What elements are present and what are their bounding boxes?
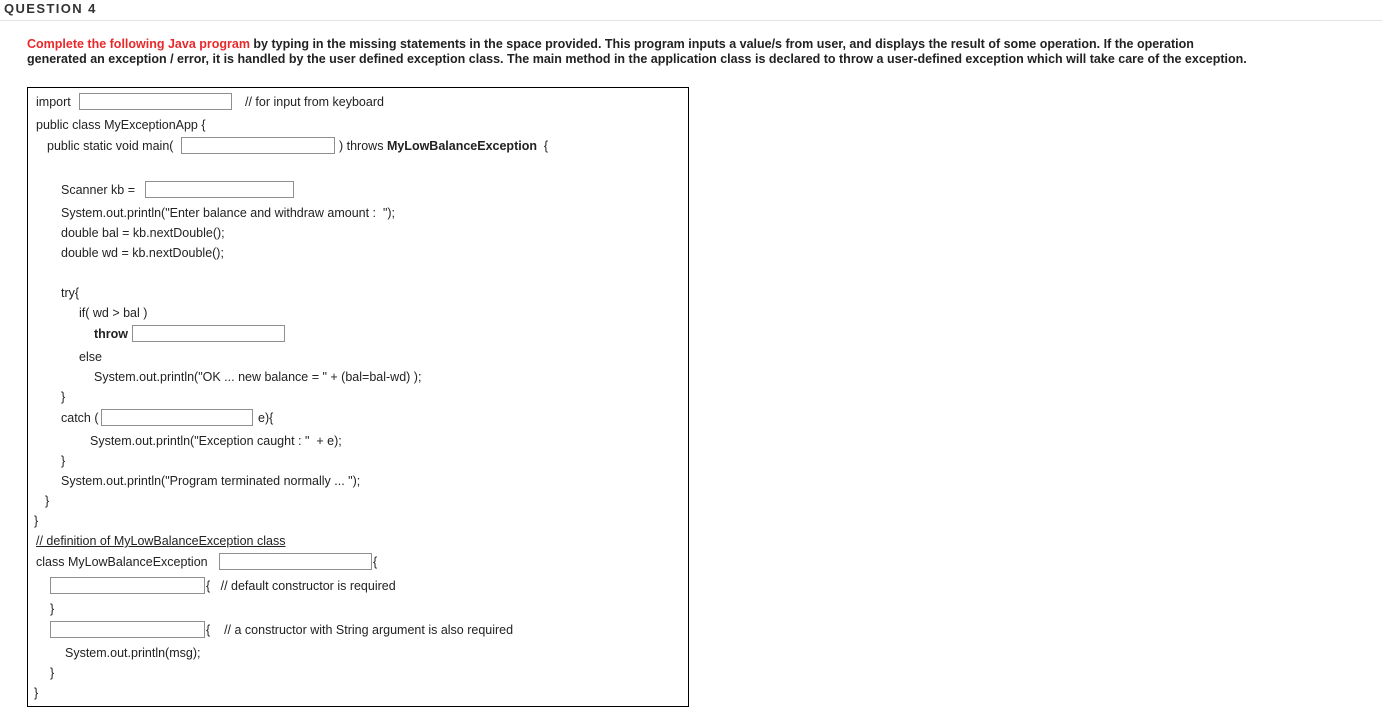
throw-keyword: throw — [94, 327, 129, 341]
main-close-brace: } — [45, 494, 50, 508]
code-box — [27, 87, 689, 707]
class-close-brace: } — [34, 514, 39, 528]
println-end: System.out.println("Program terminated normally ... "); — [61, 474, 361, 488]
import-keyword: import — [36, 95, 71, 109]
println-ok: System.out.println("OK ... new balance = " + (bal=bal-wd) ); — [94, 370, 422, 384]
main-signature: public static void main( — [47, 139, 174, 153]
ctor1-close-brace: } — [50, 602, 55, 616]
class2-close-brace: } — [34, 686, 39, 700]
instructions-highlight: Complete the following Java program — [27, 37, 250, 51]
string-constructor-comment: { // a constructor with String argument is also required — [206, 623, 514, 637]
scanner-input[interactable] — [145, 181, 294, 198]
main-args-input[interactable] — [181, 137, 335, 154]
main-open-brace: { — [536, 139, 549, 153]
println-enter: System.out.println("Enter balance and withdraw amount : "); — [61, 206, 396, 220]
instructions — [27, 37, 1257, 67]
main-throws-keyword: ) throws — [339, 139, 387, 153]
catch-suffix: e){ — [258, 411, 274, 425]
import-input[interactable] — [79, 93, 232, 110]
println-msg: System.out.println(msg); — [65, 646, 201, 660]
question-title: QUESTION 4 — [4, 1, 97, 16]
wd-declaration: double wd = kb.nextDouble(); — [61, 246, 224, 260]
instructions-text: by typing in the missing statements in the space provided. This program inputs a value/s from user, and displays the result of some operation. If the operation generated an exception / error, it is handled by the user defined exception class. The main method in the application class is declared to throw a user-defined exception which will take care of the exception. — [27, 37, 1247, 66]
ctor2-close-brace: } — [50, 666, 55, 680]
bal-declaration: double bal = kb.nextDouble(); — [61, 226, 225, 240]
class2-declaration: class MyLowBalanceException — [36, 555, 208, 569]
if-statement: if( wd > bal ) — [79, 306, 148, 320]
throw-input[interactable] — [132, 325, 285, 342]
class-declaration: public class MyExceptionApp { — [36, 118, 206, 132]
string-constructor-input[interactable] — [50, 621, 205, 638]
main-throws — [339, 138, 548, 154]
class2-open-brace: { — [373, 555, 378, 569]
catch-type-input[interactable] — [101, 409, 253, 426]
else-keyword: else — [79, 350, 102, 364]
scanner-declaration: Scanner kb = — [61, 183, 136, 197]
println-exception: System.out.println("Exception caught : " + e); — [90, 434, 342, 448]
default-constructor-comment: { // default constructor is required — [206, 579, 396, 593]
extends-input[interactable] — [219, 553, 372, 570]
catch-close-brace: } — [61, 454, 66, 468]
try-open: try{ — [61, 286, 80, 300]
default-constructor-input[interactable] — [50, 577, 205, 594]
definition-comment: // definition of MyLowBalanceException class — [36, 534, 286, 548]
main-exception-name: MyLowBalanceException — [386, 139, 537, 153]
catch-keyword: catch ( — [61, 411, 99, 425]
import-comment: // for input from keyboard — [245, 95, 384, 109]
question-header — [0, 0, 1382, 21]
try-close-brace: } — [61, 390, 66, 404]
